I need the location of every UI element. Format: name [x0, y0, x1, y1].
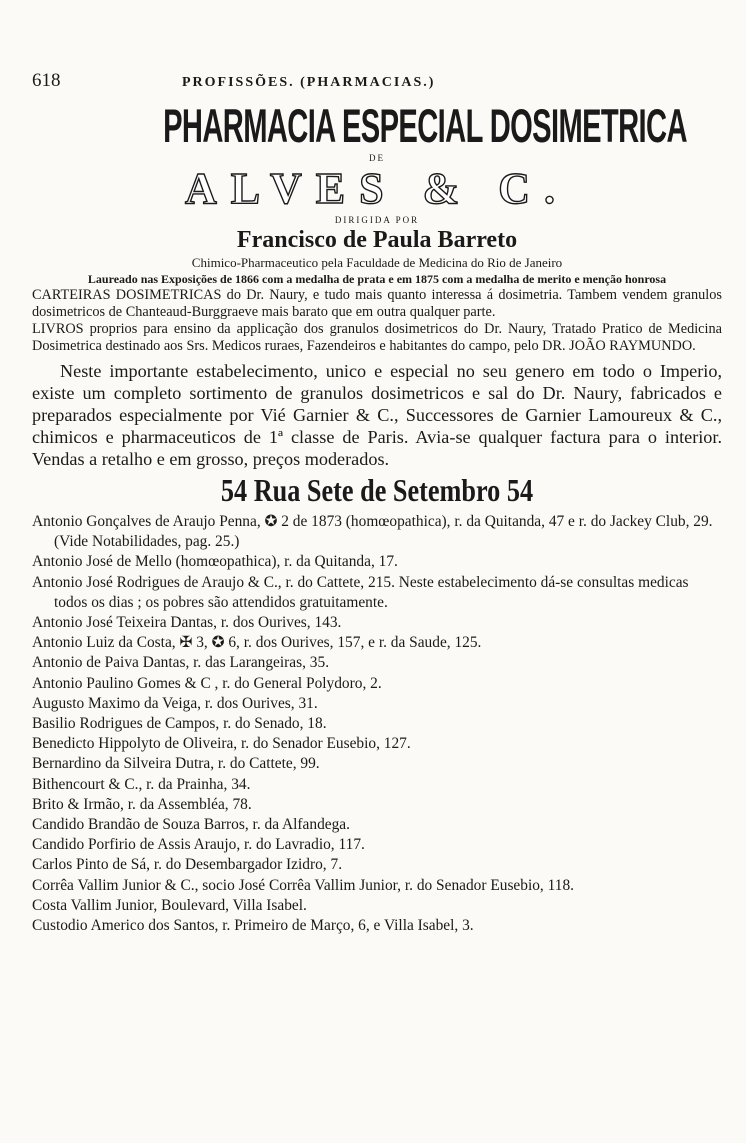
list-item: Basilio Rodrigues de Campos, r. do Senado, 18.: [32, 715, 327, 733]
list-item: Antonio Paulino Gomes & C , r. do General Polydoro, 2.: [32, 674, 382, 692]
ad-title: PHARMACIA ESPECIAL DOSIMETRICA: [163, 99, 687, 152]
list-item: Candido Porfirio de Assis Araujo, r. do Lavradio, 117.: [32, 836, 365, 854]
ad-dirigida: DIRIGIDA POR: [334, 215, 420, 225]
list-item: Carlos Pinto de Sá, r. do Desembargador Izidro, 7.: [32, 856, 343, 874]
list-item: Candido Brandão de Souza Barros, r. da Alfandega.: [32, 816, 350, 834]
list-item: Bithencourt & C., r. da Prainha, 34.: [32, 775, 251, 793]
list-item: Corrêa Vallim Junior & C., socio José Corrêa Vallim Junior, r. do Senador Eusebio, 118.: [32, 876, 574, 894]
ad-products: [32, 287, 722, 355]
list-item: Augusto Maximo da Veiga, r. dos Ourives, 31.: [32, 694, 318, 712]
list-item: Benedicto Hippolyto de Oliveira, r. do Senador Eusebio, 127.: [32, 735, 411, 753]
advertisement: [32, 100, 722, 510]
ad-director: Francisco de Paula Barreto: [236, 227, 518, 253]
entry-list: [32, 512, 722, 936]
page-number: 618: [32, 70, 61, 91]
ad-firm-name: ALVES & C.: [184, 164, 570, 213]
list-item: Custodio Americo dos Santos, r. Primeiro de Março, 6, e Villa Isabel, 3.: [32, 917, 474, 935]
running-header: [32, 70, 722, 94]
list-item: Antonio de Paiva Dantas, r. das Larangeiras, 35.: [32, 654, 330, 672]
ad-paragraph-carteiras: CARTEIRAS DOSIMETRICAS do Dr. Naury, e tudo mais quanto interessa á dosimetria. Tambem vendem granulos dosimetricos de Chanteaud-Burggraeve mais barato que em outra qualquer parte.: [32, 287, 722, 320]
directory-page: [32, 70, 722, 936]
ad-body: Neste importante estabelecimento, unico e especial no seu genero em todo o Imperio, existe um completo sortimento de granulos dosimetricos e sal do Dr. Naury, fabricados e preparados especialmente por Vié Garnier & C., Successores de Garnier Lamoureux & C., chimicos e pharmaceuticos de 1ª classe de Paris. Avia-se qualquer factura para o interior. Vendas a retalho e em grosso, preços moderados.: [32, 361, 722, 469]
ad-address: 54 Rua Sete de Setembro 54: [220, 472, 534, 508]
ad-de: DE: [369, 153, 385, 163]
section-title: PROFISSÕES. (PHARMACIAS.): [182, 75, 436, 90]
list-item: Bernardino da Silveira Dutra, r. do Cattete, 99.: [32, 755, 320, 773]
ad-paragraph-livros: LIVROS proprios para ensino da applicação dos granulos dosimetricos do Dr. Naury, Tratado Pratico de Medicina Dosimetrica destinado aos Srs. Medicos ruraes, Fazendeiros e habitantes do campo, pelo DR. JOÃO RAYMUNDO.: [32, 321, 722, 354]
list-item: Antonio José de Mello (homœopathica), r. da Quitanda, 17.: [32, 553, 398, 571]
list-item: Costa Vallim Junior, Boulevard, Villa Isabel.: [32, 896, 307, 914]
list-item: Antonio Luiz da Costa, ✠ 3, ✪ 6, r. dos Ourives, 157, e r. da Saude, 125.: [32, 634, 482, 652]
ad-awards: Laureado nas Exposições de 1866 com a medalha de prata e em 1875 com a medalha de merito e menção honrosa: [87, 272, 667, 286]
list-item: Antonio Gonçalves de Araujo Penna, ✪ 2 de 1873 (homœopathica), r. da Quitanda, 47 e r. do Jackey Club, 29. (Vide Notabilidades, pag. 25.): [32, 513, 713, 551]
ad-credentials: Chimico-Pharmaceutico pela Faculdade de Medicina do Rio de Janeiro: [191, 255, 563, 270]
list-item: Brito & Irmão, r. da Assembléa, 78.: [32, 795, 252, 813]
list-item: Antonio José Teixeira Dantas, r. dos Ourives, 143.: [32, 614, 342, 632]
list-item: Antonio José Rodrigues de Araujo & C., r. do Cattete, 215. Neste estabelecimento dá-se consultas medicas todos os dias ; os pobres são attendidos gratuitamente.: [32, 573, 689, 611]
